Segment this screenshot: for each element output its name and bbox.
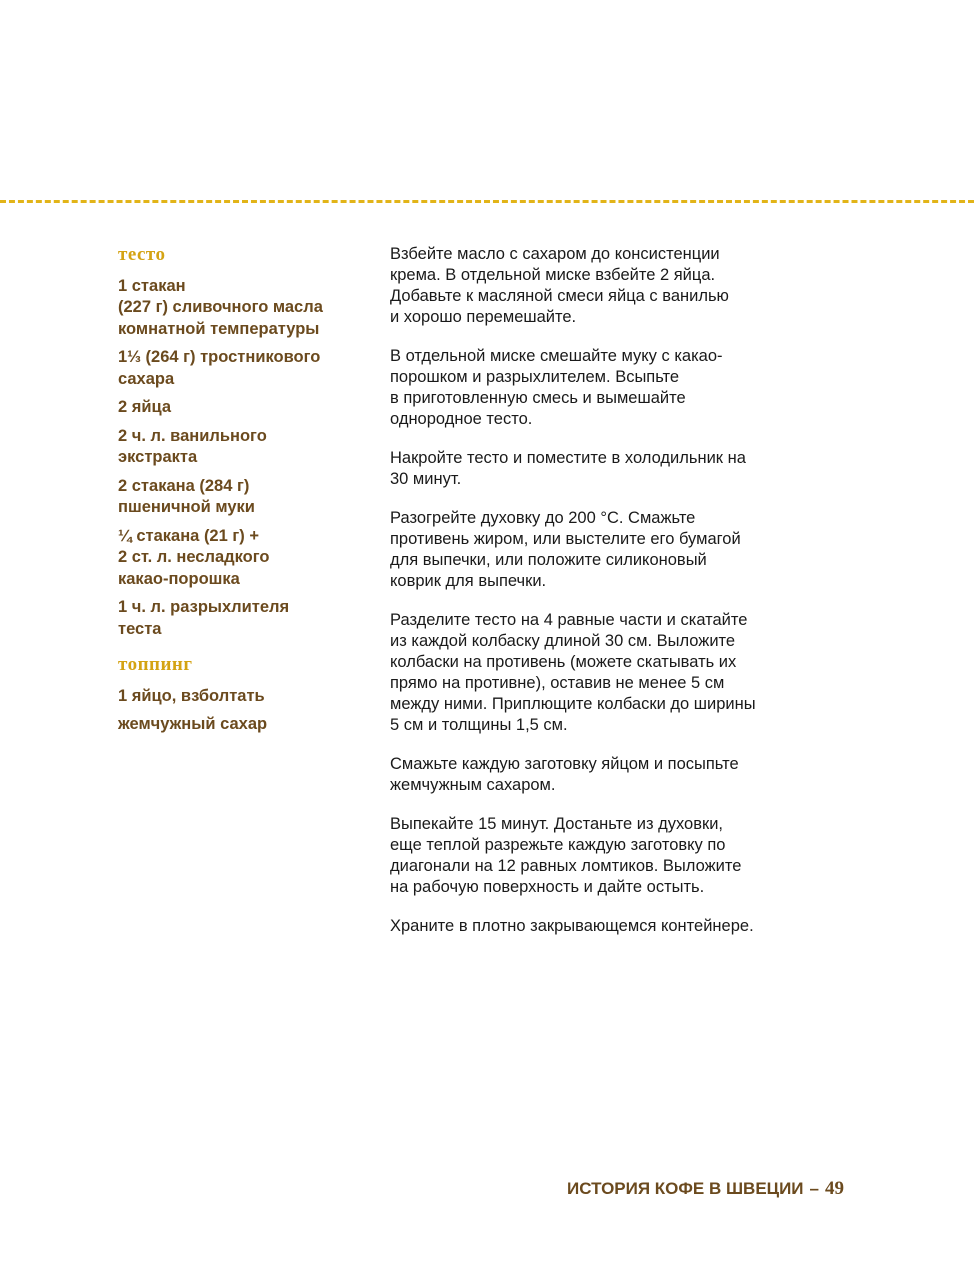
instruction-step: Храните в плотно закрывающемся контейнере. [390, 917, 754, 935]
page-footer [567, 1178, 844, 1200]
page-number: 49 [825, 1178, 844, 1199]
ingredient-item: 1 стакан (227 г) сливочного масла комнатной температуры [118, 276, 323, 338]
instruction-step: Накройте тесто и поместите в холодильник на 30 минут. [390, 449, 746, 488]
ingredient-item: 2 ч. л. ванильного экстракта [118, 426, 267, 466]
ingredient-item: 2 стакана (284 г) пшеничной муки [118, 476, 255, 516]
instructions-column [390, 244, 830, 955]
ingredient-item: 2 яйца [118, 398, 172, 416]
ingredients-column [118, 244, 368, 743]
instruction-step: Смажьте каждую заготовку яйцом и посыпьте жемчужным сахаром. [390, 755, 739, 794]
ingredient-item: 1 яйцо, взболтать [118, 686, 265, 705]
ingredient-item: жемчужный сахар [118, 715, 268, 733]
running-title: ИСТОРИЯ КОФЕ В ШВЕЦИИ [567, 1179, 804, 1198]
ingredient-item: 1⅓ (264 г) тростникового сахара [118, 348, 321, 388]
dashed-divider [0, 200, 974, 203]
instruction-step: Разделите тесто на 4 равные части и скатайте из каждой колбаску длиной 30 см. Выложите колбаски на противень (можете скатывать их прямо на противне), оставив не менее 5 см между ними. Приплющите колбаски до ширины 5 см и толщины 1,5 см. [390, 611, 756, 734]
instruction-step: В отдельной миске смешайте муку с какао- порошком и разрыхлителем. Всыпьте в приготовленную смесь и вымешайте однородное тесто. [390, 347, 723, 428]
footer-separator: – [809, 1179, 819, 1198]
dough-section-title: тесто [118, 244, 166, 265]
instruction-step: Разогрейте духовку до 200 °С. Смажьте противень жиром, или выстелите его бумагой для выпечки, или положите силиконовый коврик для выпечки. [390, 509, 741, 590]
instruction-step: Выпекайте 15 минут. Достаньте из духовки, еще теплой разрежьте каждую заготовку по диагонали на 12 равных ломтиков. Выложите на рабочую поверхность и дайте остыть. [390, 815, 742, 896]
ingredient-item: 1 ч. л. разрыхлителя теста [118, 598, 290, 638]
instruction-step: Взбейте масло с сахаром до консистенции крема. В отдельной миске взбейте 2 яйца. Добавьте к масляной смеси яйца с ванилью и хорошо перемешайте. [390, 245, 729, 326]
ingredient-item: ¼ стакана (21 г) + 2 ст. л. несладкого какао-порошка [118, 526, 270, 588]
topping-section-title: топпинг [118, 654, 193, 675]
